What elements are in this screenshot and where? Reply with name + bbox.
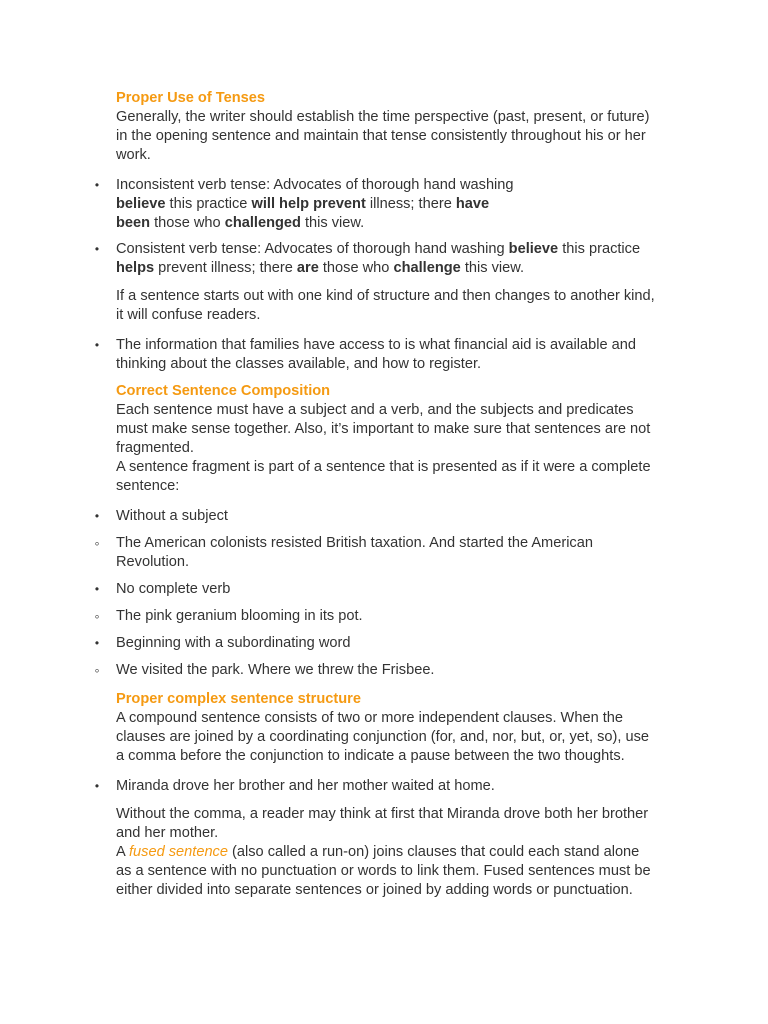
paragraph-text: A [116,844,129,860]
example-text: prevent illness; there [154,260,297,276]
complex-paragraph-3 [116,843,656,900]
bullet-circle-icon [91,661,103,681]
composition-paragraph-1: Each sentence must have a subject and a verb, and the subjects and predicates must make sense together. Also, it’s important to make sure that sentences are not fragmented. [116,402,651,456]
structure-paragraph: If a sentence starts out with one kind of structure and then changes to another kind, it will confuse readers. [116,288,655,323]
bullet-disc-icon [91,176,103,195]
example-text: this practice [165,196,252,212]
bold-verb: are [296,260,319,276]
fragment-type-text: No complete verb [116,581,231,597]
bullet-disc-icon [91,580,103,599]
bold-verb: will help prevent [251,196,366,212]
paragraph-text: (also called a run-on) joins clauses that could each stand alone as a sentence with no punctuation or words to link them. Fused sentences must be either divided into separate sentences or joined by adding words or punctuation. [116,844,651,898]
list-item-structure-example [116,336,656,374]
composition-paragraph-2: A sentence fragment is part of a sentence that is presented as if it were a complete sentence: [116,459,651,494]
structure-example-list [116,336,656,374]
fragment-example-text: The American colonists resisted British taxation. And started the American Revolution. [116,535,593,570]
example-text: this practice [558,241,641,257]
example-text: Consistent verb tense: Advocates of thorough hand washing [116,241,509,257]
bold-verb: believe [508,241,559,257]
list-item-complex-example [116,777,656,796]
section-heading-composition: Correct Sentence Composition [116,383,331,399]
list-item-consistent [116,240,656,278]
bold-verb: believe [116,196,166,212]
section-heading-tenses: Proper Use of Tenses [116,90,265,106]
bullet-disc-icon [91,634,103,653]
fragment-example-text: The pink geranium blooming in its pot. [116,608,363,624]
bold-verb: challenged [224,215,301,231]
example-text: those who [150,215,225,231]
bold-verb: challenge [393,260,461,276]
fragment-type-text: Beginning with a subordinating word [116,635,351,651]
list-item-fragment-example [116,661,656,680]
fragment-type-text: Without a subject [116,508,228,524]
tenses-intro: Generally, the writer should establish the time perspective (past, present, or future) in the opening sentence and maintain that tense consistently throughout his or her work. [116,109,650,163]
section-heading-complex: Proper complex sentence structure [116,691,361,707]
bold-verb: helps [116,260,155,276]
bullet-disc-icon [91,507,103,526]
bold-verb: have been [116,196,490,231]
list-item-fragment-type [116,634,656,653]
example-text: illness; there [365,196,456,212]
tenses-examples-list [116,176,656,278]
example-text: The information that families have access to is what financial aid is available and thinking about the classes available, and how to register. [116,337,636,372]
example-text: this view. [300,215,365,231]
bullet-disc-icon [91,336,103,355]
fragment-example-text: We visited the park. Where we threw the Frisbee. [116,662,435,678]
document-content [116,89,656,900]
bullet-disc-icon [91,240,103,259]
list-item-fragment-example [116,534,656,572]
example-text: this view. [460,260,525,276]
example-text: Miranda drove her brother and her mother waited at home. [116,778,495,794]
example-text: those who [318,260,394,276]
complex-paragraph-2: Without the comma, a reader may think at first that Miranda drove both her brother and her mother. [116,806,649,841]
complex-example-list [116,777,656,796]
fragment-types-list [116,507,656,680]
bullet-disc-icon [91,777,103,796]
list-item-inconsistent [116,176,516,233]
fused-sentence-term: fused sentence [128,844,228,860]
list-item-fragment-type [116,580,656,599]
bullet-circle-icon [91,607,103,627]
bullet-circle-icon [91,534,103,554]
list-item-fragment-example [116,607,656,626]
example-text: Inconsistent verb tense: Advocates of thorough hand washing [116,177,514,193]
complex-paragraph-1: A compound sentence consists of two or more independent clauses. When the clauses are joined by a coordinating conjunction (for, and, nor, but, or, yet, so), use a comma before the conjunction to indicate a pause between the two thoughts. [116,710,649,764]
list-item-fragment-type [116,507,656,526]
